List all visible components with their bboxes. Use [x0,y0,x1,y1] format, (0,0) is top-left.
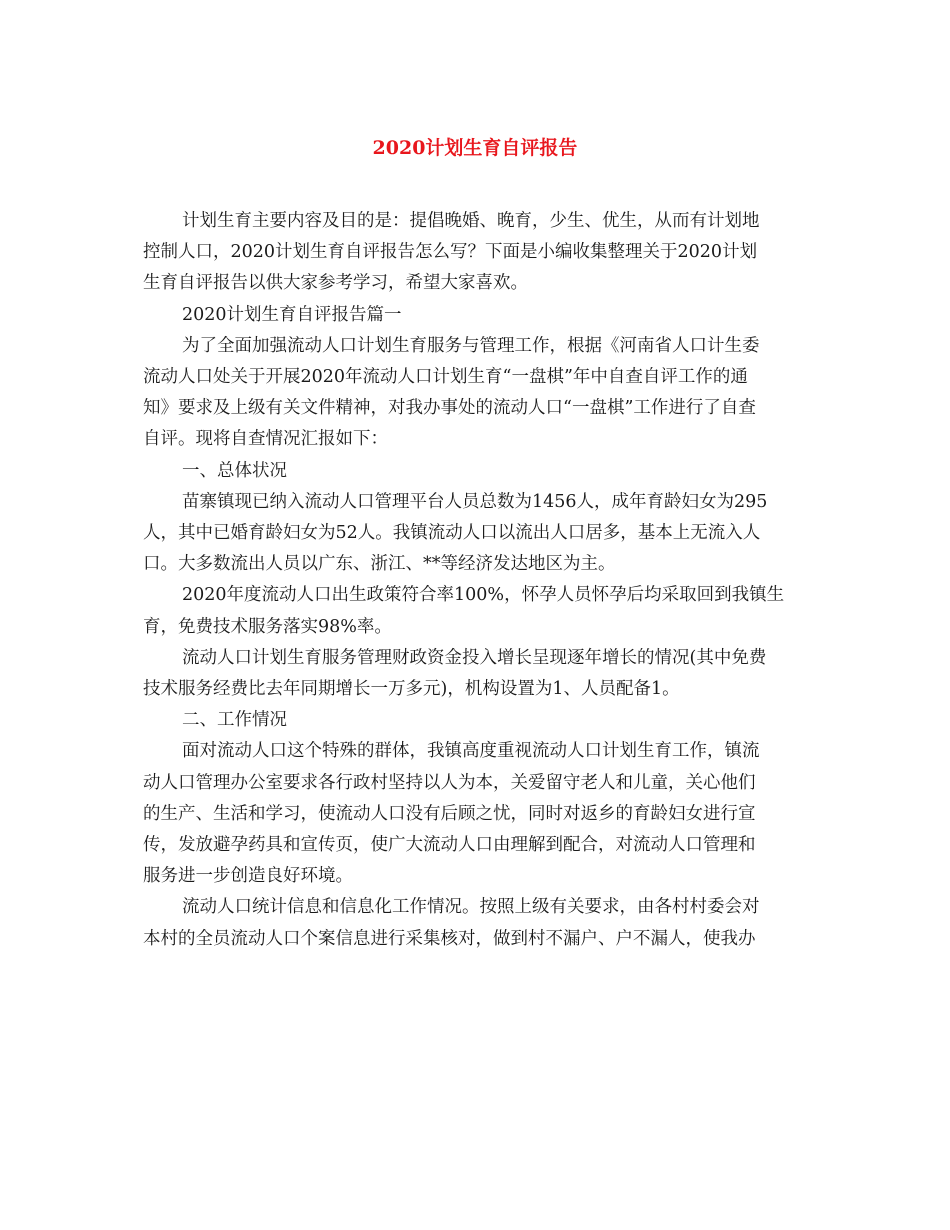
text-line: 2020年度流动人口出生政策符合率100%，怀孕人员怀孕后均采取回到我镇生 [182,585,785,606]
text-line: 育，免费技术服务落实98%率。 [143,616,392,637]
text-line: 生育自评报告以供大家参考学习，希望大家喜欢。 [143,273,528,294]
text-line: 自评。现将自查情况汇报如下： [143,429,388,450]
text-line: 服务进一步创造良好环境。 [143,866,353,887]
section-heading-part-one [143,300,811,331]
text-line: 动人口管理办公室要求各行政村坚持以人为本，关爱留守老人和儿童，关心他们 [143,772,756,793]
text-line: 二、工作情况 [182,710,287,731]
text-line: 为了全面加强流动人口计划生育服务与管理工作，根据《河南省人口计生委 [182,335,760,356]
text-line: 计划生育主要内容及目的是：提倡晚婚、晚育，少生、优生，从而有计划地 [182,211,760,231]
paragraph-statistics [143,892,811,954]
text-line: 流动人口计划生育服务管理财政资金投入增长呈现逐年增长的情况(其中免费 [182,647,767,668]
text-line: 2020计划生育自评报告篇一 [182,304,402,325]
text-line: 技术服务经费比去年同期增长一万多元)，机构设置为1、人员配备1。 [143,679,680,700]
text-line: 口。大多数流出人员以广东、浙江、**等经济发达地区为主。 [143,554,616,575]
document-title: 2020计划生育自评报告 [372,137,578,159]
paragraph-population [143,487,811,581]
text-line: 传，发放避孕药具和宣传页，使广大流动人口由理解到配合，对流动人口管理和 [143,835,756,856]
text-line: 面对流动人口这个特殊的群体，我镇高度重视流动人口计划生育工作，镇流 [182,741,760,762]
text-line: 人，其中已婚育龄妇女为52人。我镇流动人口以流出人口居多，基本上无流入人 [143,523,761,544]
text-line: 本村的全员流动人口个案信息进行采集核对，做到村不漏户、户不漏人，使我办 [143,928,756,949]
text-line: 的生产、生活和学习，使流动人口没有后顾之忧，同时对返乡的育龄妇女进行宣 [143,803,756,824]
document-body [143,206,811,955]
section-heading-overview [143,456,811,487]
paragraph-intro [143,206,811,300]
text-line: 一、总体状况 [182,460,287,481]
paragraph-funding [143,643,811,705]
paragraph-policy-rate [143,580,811,642]
text-line: 流动人口统计信息和信息化工作情况。按照上级有关要求，由各村村委会对 [182,897,760,918]
text-line: 控制人口，2020计划生育自评报告怎么写？下面是小编收集整理关于2020计划 [143,242,758,263]
text-line: 苗寨镇现已纳入流动人口管理平台人员总数为1456人，成年育龄妇女为295 [182,491,768,512]
section-heading-work [143,705,811,736]
paragraph-work-details [143,736,811,892]
text-line: 流动人口处关于开展2020年流动人口计划生育“一盘棋”年中自查自评工作的通 [143,367,748,388]
text-line: 知》要求及上级有关文件精神，对我办事处的流动人口“一盘棋”工作进行了自查 [143,398,756,419]
paragraph-background [143,331,811,456]
